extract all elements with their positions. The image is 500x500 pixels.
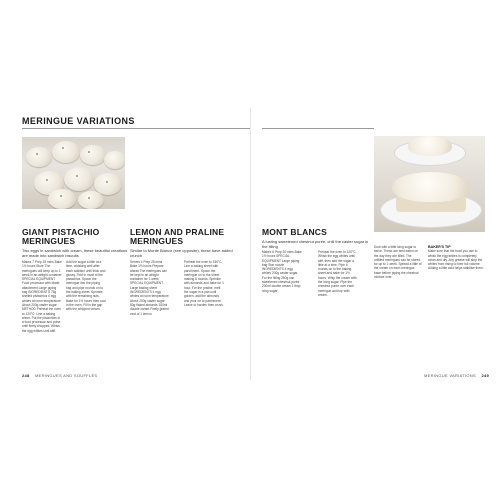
footer-left-text: MERINGUES AND SOUFFLÉS [35,373,98,378]
recipe-title-mont-blancs: MONT BLANCS [262,227,327,237]
pistachio [46,179,48,181]
text-column: Dust with a little icing sugar to serve. These are best eaten on the day they are filled. The unfilled meringues can be stored for up to 1 week. Spread a little of the cream on each meringue base before piping the chestnut mixture over. [374,245,422,280]
page-gutter [250,108,251,380]
text-column: Preheat the oven to 150°C. Line a baking sheet with parchment. Spoon the meringue on to the sheet making 8 rounds. Sprinkle with almonds and bake for 1 hour. For the praline, melt the sugar in a pan until golden, add the almonds and pour on to parchment. Leave to harden then crush. [184,260,224,307]
page-number-right: 249 [481,373,490,378]
text-column: Serves 4 Prep 25 mins Bake 1½ hours Prepare ahead The meringues can be kept in an airtight container for 1 week SPECIAL EQUIPMENT Large baking sheet INGREDIENTS 4 egg whites at room temperature About 200g caster sugar 50g flaked almonds 150ml double cream Finely grated zest of 1 lemon [130,260,169,316]
pistachio [106,181,108,183]
recipe-intro-lemon-praline: Similar to Monte Blanco (see opposite), these have added crunch [130,248,233,258]
recipe-title-lemon-praline: LEMON AND PRALINE MERINGUES [130,227,225,246]
text-column: Makes 6 Prep 30 mins Bake 1½ hours SPECIAL EQUIPMENT Large piping bag Star nozzle INGREDIENTS 4 egg whites 200g caster sugar For the filling 250g can sweetened chestnut purée 200ml double cream 1 tbsp icing sugar [262,250,302,293]
meringue [104,151,125,169]
footer-right-text: MERINGUE VARIATIONS [424,373,477,378]
bakers-tip-body: Make sure that the bowl you use to whisk the egg whites is completely clean and dry. Any grease will stop the whites from rising to their full volume. Adding a little acid helps stabilise them. [428,249,484,271]
title-rule-right [262,128,374,129]
text-column: Preheat the oven to 120°C. Whisk the egg whites until stiff, then add the sugar a little at a time. Pipe 6 rounds on to the baking sheet and bake for 1½ hours. Whip the cream with the icing sugar. Pipe the chestnut purée over each meringue and top with cream. [318,250,357,297]
section-title: MERINGUE VARIATIONS [22,116,135,126]
meringue [64,167,94,191]
text-column: Add the sugar a little at a time, whisking well after each addition until thick and glossy. Fold in most of the pistachios. Spoon the meringue into the piping bag and pipe rounds on to the baking sheet. Sprinkle with the remaining nuts. Bake for 1½ hours then cool in the oven. Fill in the gap with the whipped cream. [66,260,106,312]
meringue [26,147,52,167]
pistachio [88,151,90,153]
recipe-intro-mont-blancs: A lusting sweetened chestnut purée, chill the caster sugar in the filling [262,239,369,249]
text-column: Makes 7 Prep 25 mins Bake 1½ hours Store The meringues will keep up to 1 week in an airtight container SPECIAL EQUIPMENT Food processor with blade attachment Large piping bag INGREDIENTS 75g shelled pistachios 4 egg whites at room temperature About 200g caster sugar METHOD Preheat the oven to 120°C. Line a baking sheet. Put the pistachios in a food processor and pulse until finely chopped. Whisk the egg whites until stiff. [22,260,62,333]
recipe-intro-pistachio: Two eggs in sandwich with cream, these beautiful creations are made into sandwich biscuits [22,248,128,258]
meringue [48,189,76,209]
pistachio [88,197,90,199]
pistachio [36,153,38,155]
meringue [80,145,106,165]
title-rule [22,128,250,129]
mont-blancs-photo [374,136,485,232]
pistachio [76,175,78,177]
page-number-left: 248 [22,373,30,378]
meringue [52,141,80,163]
cream-topping [392,172,470,202]
recipe-title-pistachio: GIANT PISTACHIO MERINGUES [22,227,100,246]
bakers-tip [428,245,484,271]
meringue [78,191,104,209]
footer-left [22,373,97,378]
pistachio-meringues-photo [22,137,125,209]
footer-right [424,373,489,378]
bakers-tip-heading: BAKER'S TIP [428,245,451,249]
pistachio [62,147,64,149]
pistachio [60,195,62,197]
cream-topping [408,136,452,156]
